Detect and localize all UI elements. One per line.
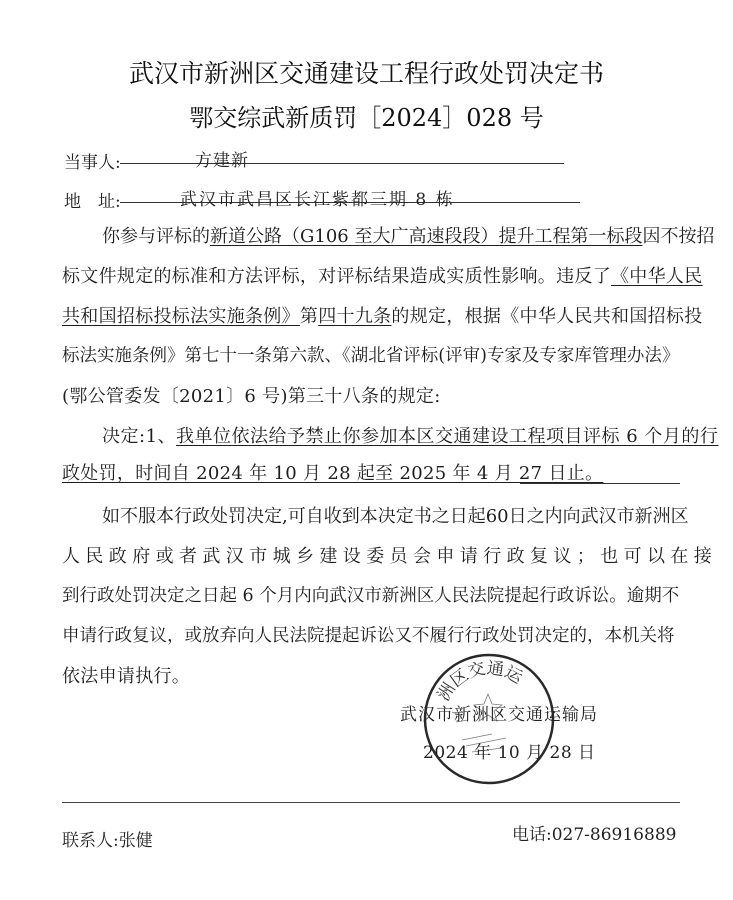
body-line: (鄂公管委发〔2021〕6 号)第三十八条的规定: [62,386,441,407]
body-text: 的规定，根据《中华人民共和国招标投 [391,306,703,327]
law-reference: 《中华人民 [611,266,703,287]
body-text: 因不按招 [642,226,715,247]
decision-line [62,459,682,485]
party-underline [120,163,564,164]
body-text: 标文件规定的标准和方法评标，对评标结果造成实质性影响。违反了 [62,266,611,287]
body-text: 第 [299,306,319,327]
address-value: 武汉市武昌区长江紫都三期 8 栋 [180,190,455,210]
appeal-line: 依法申请执行。 [62,666,191,687]
document-number: 鄂交综武新质罚［2024］028 号 [189,104,544,132]
footer-separator [62,802,680,803]
appeal-line: 申请行政复议，或放弃向人民法院提起诉讼又不履行行政处罚决定的，本机关将 [62,626,675,646]
decision-underline-extension [520,483,680,484]
article-reference: 四十九条 [318,306,392,327]
body-line [62,262,703,288]
body-line [62,302,703,328]
law-reference: 共和国招标投标法实施条例》 [62,306,300,327]
body-text: 你参与评标的 [102,226,210,247]
party-value: 方建新 [195,151,249,171]
address-label: 地 址: [64,192,121,212]
project-name: 新道公路（G106 至大广高速段段）提升工程第一标段 [210,226,643,247]
issuing-authority: 武汉市新洲区交通运输局 [400,705,598,725]
appeal-line: 人民政府或者武汉市城乡建设委员会申请行政复议；也可以在接 [62,546,718,567]
appeal-line: 到行政处罚决定之日起 6 个月内向武汉市新洲区人民法院提起行政诉讼。逾期不 [62,586,680,606]
contact-person: 联系人:张健 [62,831,153,851]
decision-text: 我单位依法给予禁止你参加本区交通建设工程项目评标 6 个月的行 [176,426,719,447]
body-line: 标法实施条例》第七十一条第六款、《湖北省评标(评审)专家及专家库管理办法》 [62,346,680,366]
decision-line [62,422,722,448]
decision-period: 政处罚，时间自 2024 年 10 月 28 起至 2025 年 4 月 27 日止。 [62,463,604,484]
appeal-line: 如不服本行政处罚决定,可自收到本决定书之日起60日之内向武汉市新洲区 [102,506,689,527]
seal-arc-text: 洲区交通运 [433,658,526,705]
contact-phone: 电话:027-86916889 [512,825,677,845]
issue-date: 2024 年 10 月 28 日 [423,743,596,763]
document-title: 武汉市新洲区交通建设工程行政处罚决定书 [128,59,604,88]
body-line [62,222,722,248]
party-label: 当事人: [64,153,121,173]
decision-label: 决定:1、 [102,426,177,447]
